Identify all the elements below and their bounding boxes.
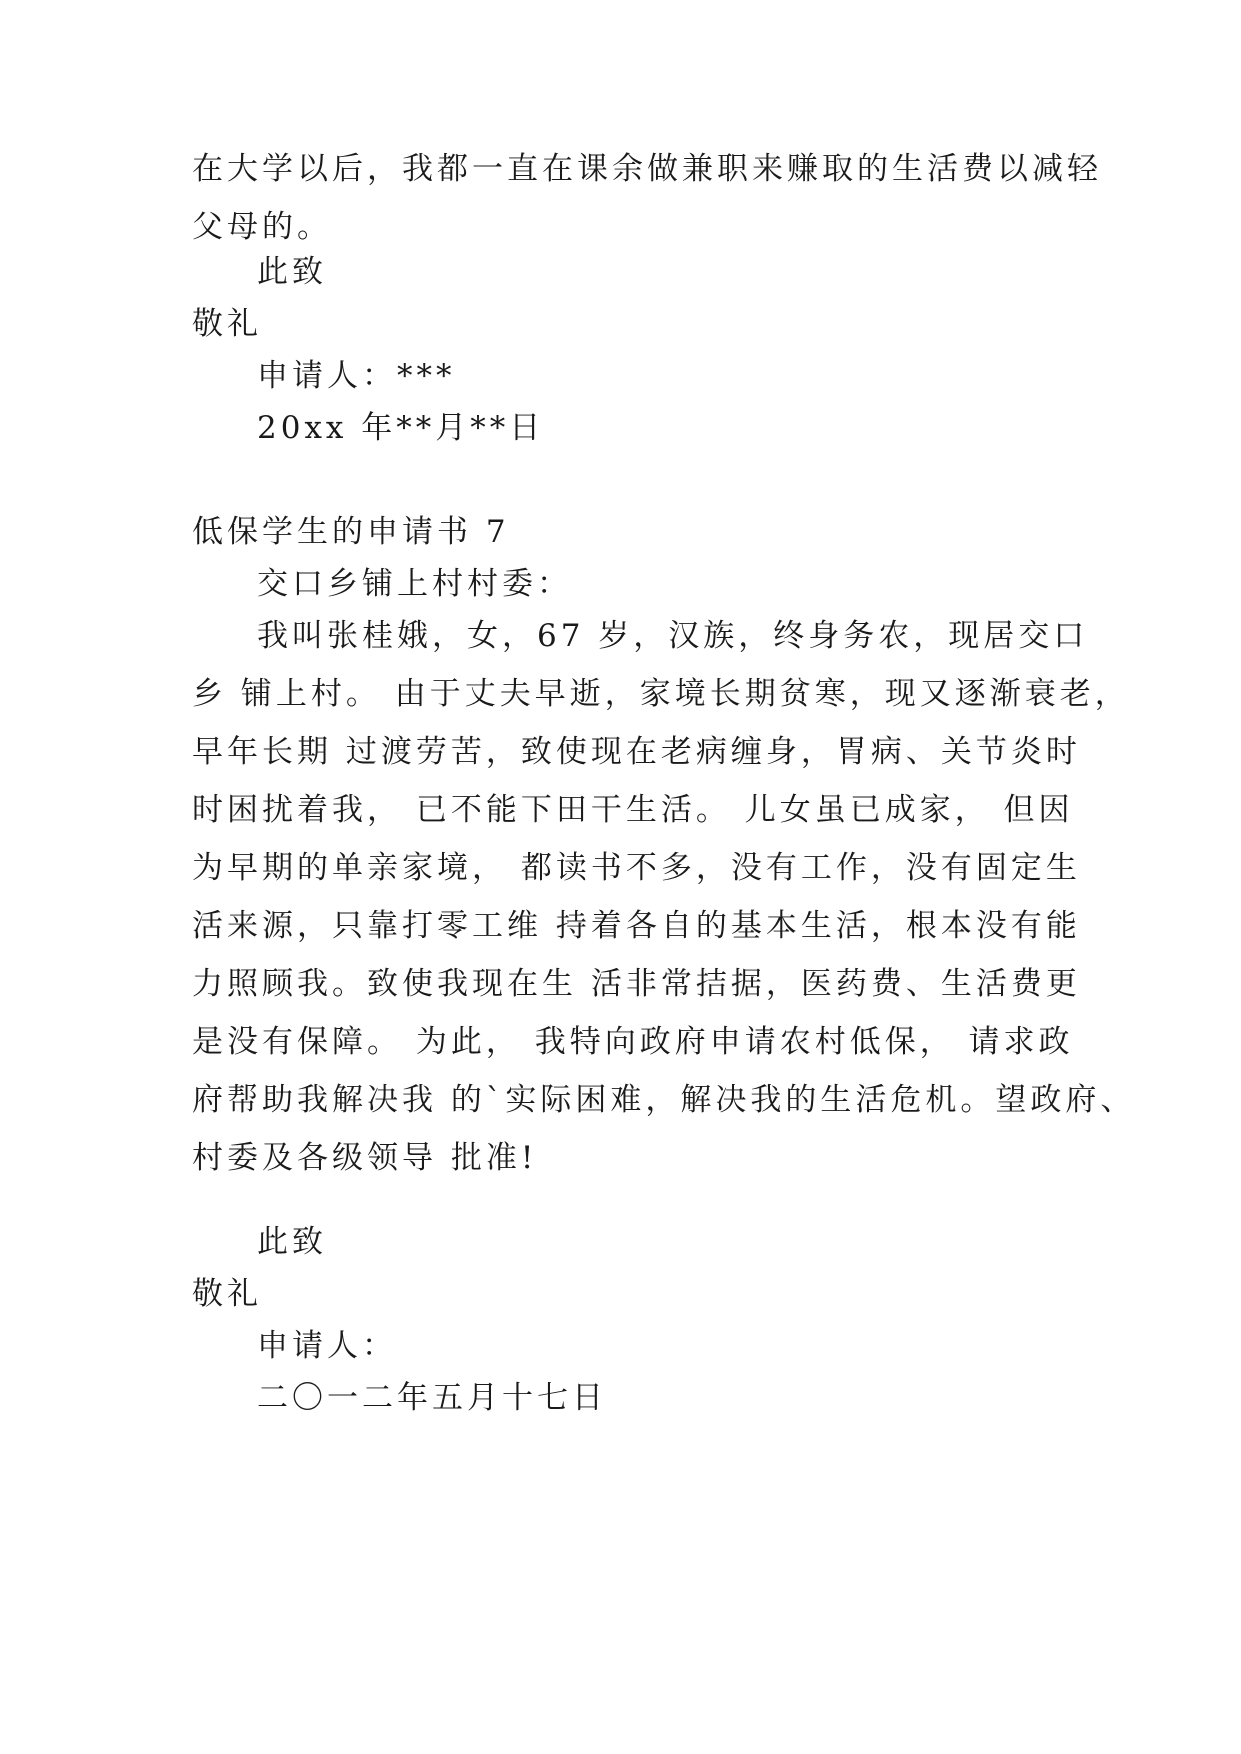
section2-body-line: 乡 铺上村。 由于丈夫早逝，家境长期贫寒，现又逐渐衰老， <box>192 676 1130 712</box>
section2-body <box>192 607 1136 1187</box>
section2-body-line: 我叫张桂娥，女，67 岁，汉族，终身务农，现居交口 <box>257 618 1089 654</box>
section1-body <box>192 140 1102 256</box>
section1-body-line: 父母的。 <box>192 209 332 245</box>
section1-applicant: 申请人：*** <box>257 358 456 394</box>
section2-addressee: 交口乡铺上村村委： <box>257 566 572 602</box>
section2-body-line: 是没有保障。 为此， 我特向政府申请农村低保， 请求政 <box>192 1024 1074 1060</box>
section2-body-line: 力照顾我。致使我现在生 活非常拮据，医药费、生活费更 <box>192 966 1081 1002</box>
section1-closing: 此致 <box>257 254 327 290</box>
section2-body-line: 时困扰着我， 已不能下田干生活。 儿女虽已成家， 但因 <box>192 792 1074 828</box>
section2-body-line: 村委及各级领导 批准! <box>192 1140 538 1176</box>
section2-body-line: 为早期的单亲家境， 都读书不多，没有工作，没有固定生 <box>192 850 1081 886</box>
section2-body-line: 府帮助我解决我 的`实际困难，解决我的生活危机。望政府、 <box>192 1082 1136 1118</box>
section1-body-line: 在大学以后，我都一直在课余做兼职来赚取的生活费以减轻 <box>192 151 1102 187</box>
section2-body-line: 活来源，只靠打零工维 持着各自的基本生活，根本没有能 <box>192 908 1081 944</box>
section2-title: 低保学生的申请书 7 <box>192 514 510 550</box>
section1-date: 20xx 年**月**日 <box>257 410 545 446</box>
section2-salutation: 敬礼 <box>192 1276 262 1312</box>
section1-salutation: 敬礼 <box>192 306 262 342</box>
section2-closing: 此致 <box>257 1224 327 1260</box>
section2-date: 二〇一二年五月十七日 <box>257 1380 607 1416</box>
section2-applicant: 申请人： <box>257 1328 397 1364</box>
section2-body-line: 早年长期 过渡劳苦，致使现在老病缠身，胃病、关节炎时 <box>192 734 1081 770</box>
